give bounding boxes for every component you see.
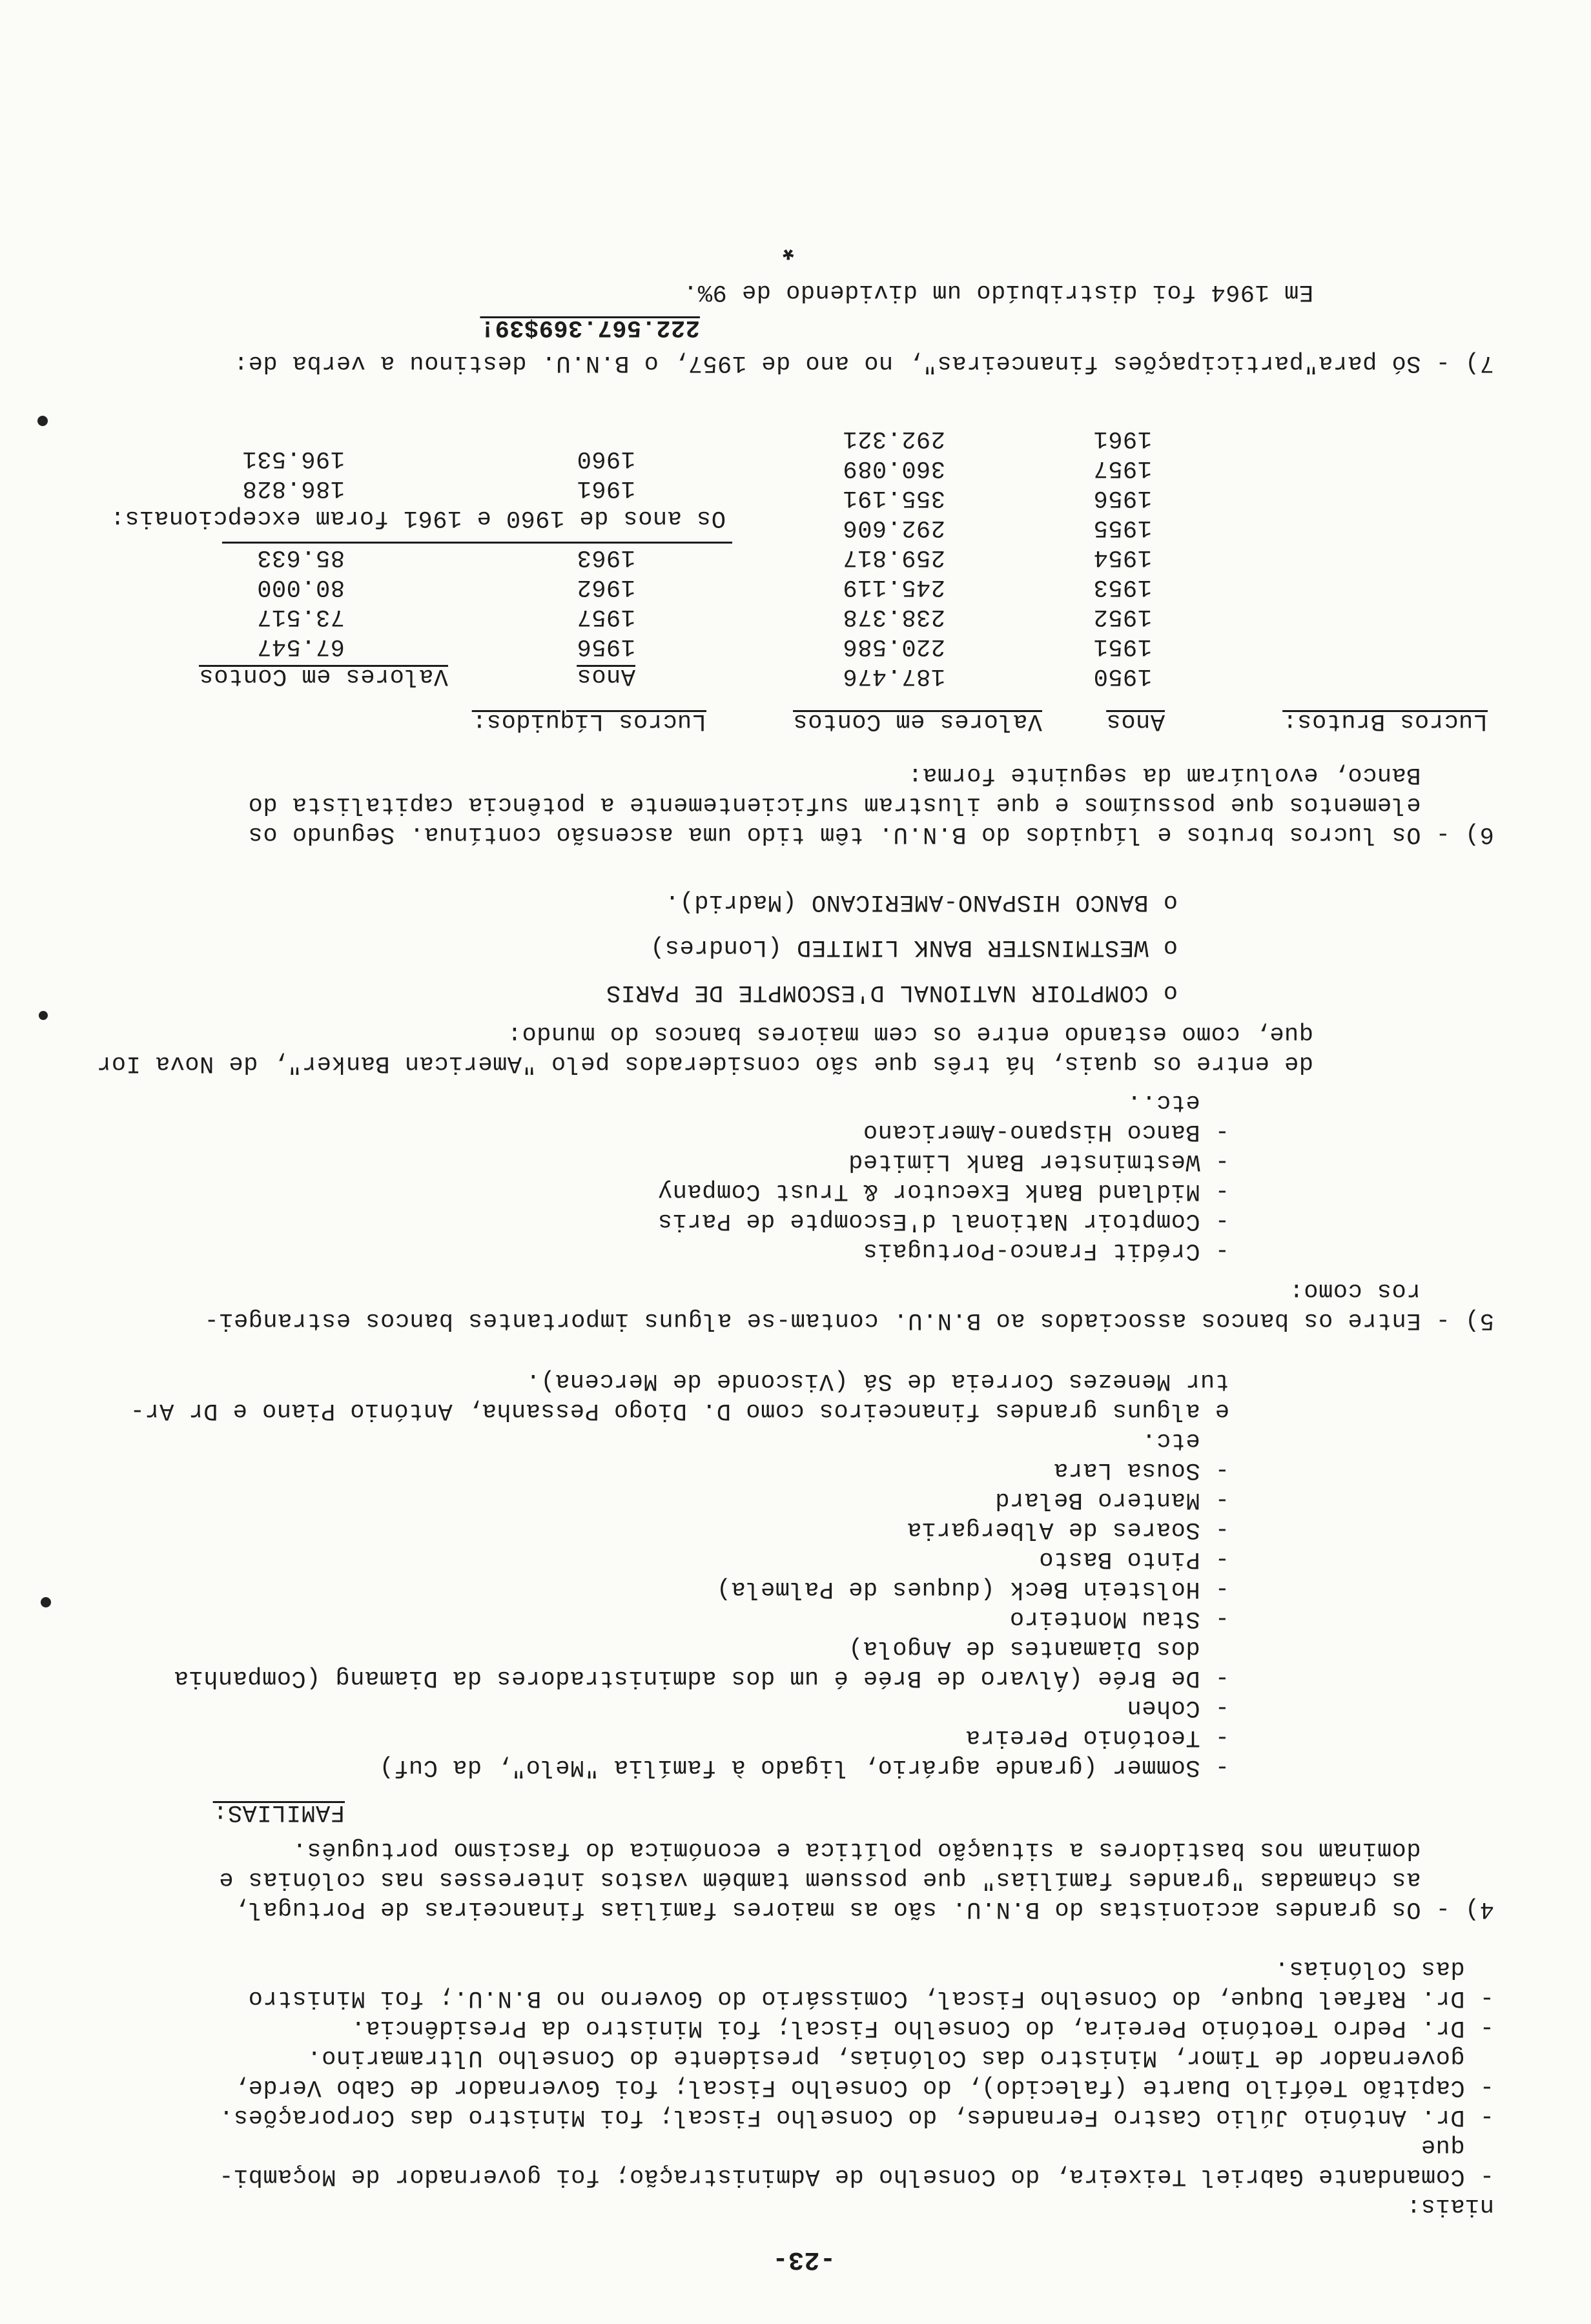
section-7-dividend: Em 1964 foi distribuído um dividendo de 9%. — [683, 278, 1313, 305]
gross-value: 245.119 — [843, 573, 945, 600]
gross-value: 187.476 — [843, 662, 945, 689]
gross-value: 360.089 — [843, 454, 945, 482]
top-bank: o BANCO HISPANO-AMERICANO (Madrid). — [664, 888, 1178, 915]
intro-item: - Dr. Pedro Teotónio Pereira, do Conselho Fiscal; foi Ministro da Presidência. — [351, 2014, 1494, 2041]
net-year: 1956 — [577, 633, 635, 660]
section-7-amount: 222.567.369$39! — [480, 314, 700, 341]
gross-value: 355.191 — [843, 484, 945, 511]
gross-year: 1957 — [1093, 454, 1152, 482]
page-number: -23- — [772, 2245, 836, 2274]
top-bank: o WESTMINSTER BANK LIMITED (Londres) — [650, 933, 1178, 961]
exceptional-year: 1961 — [577, 474, 635, 502]
section-5-text: ros como: — [1289, 1277, 1494, 1304]
intro-item: das Colónias. — [1274, 1955, 1494, 1982]
section-4-closing: tur Menezes Correia de Sá (Visconde de Mercena). — [526, 1367, 1229, 1394]
section-4-text: dominam nos bastidores a situação política e económica do fascismo português. — [292, 1836, 1494, 1863]
net-value: 85.633 — [256, 544, 345, 571]
gross-year: 1952 — [1093, 603, 1152, 630]
family-item: - Soares de Albergaria — [907, 1516, 1229, 1543]
section-6-text: elementos que possuímos e que ilustram suficientemente a potência capitalista do — [248, 791, 1494, 818]
bank-item: - Westminster Bank Limited — [848, 1148, 1229, 1175]
net-year: 1957 — [577, 603, 635, 630]
exceptional-note: Os anos de 1960 e 1961 foram excepcionais: — [110, 504, 726, 531]
intro-lead: niais: — [1406, 2192, 1494, 2219]
net-anos-header: Anos — [577, 662, 635, 689]
family-item: - Pinto Basto — [1038, 1545, 1229, 1573]
net-value: 67.547 — [256, 633, 345, 660]
net-value: 80.000 — [256, 573, 345, 600]
gross-value: 238.378 — [843, 603, 945, 630]
gross-year: 1961 — [1093, 425, 1152, 452]
section-4-text: 4) - Os grandes accionistas do B.N.U. são as maiores famílias financeiras de Portugal, — [233, 1895, 1494, 1922]
bank-item: - Banco Hispano-Americano — [863, 1118, 1229, 1145]
intro-item: governador de Timor, Ministro das Colónias, presidente do Conselho Ultramarino. — [307, 2044, 1494, 2071]
gross-anos-header: Anos — [1106, 708, 1165, 735]
punch-hole — [37, 416, 48, 426]
gross-year: 1954 — [1093, 544, 1152, 571]
family-item: etc. — [1141, 1427, 1229, 1454]
family-item: dos Diamantes de Angola) — [848, 1635, 1229, 1662]
bank-item: - Comptoir National d'Escompte de Paris — [657, 1207, 1229, 1234]
intro-item: que — [1421, 2133, 1494, 2160]
section-6-text: Banco, evoluíram da seguinte forma: — [907, 761, 1494, 788]
net-value: 73.517 — [256, 603, 345, 630]
family-item: - Sousa Lara — [1053, 1456, 1229, 1483]
section-5-middle: de entre os quais, há três que são considerados pelo "American Banker", de Nova Ior — [96, 1050, 1313, 1077]
intro-item: - Comandante Gabriel Teixeira, do Conselho de Administração; foi governador de Moçambi- — [218, 2163, 1494, 2190]
gross-value: 220.586 — [843, 633, 945, 660]
bank-item: etc.. — [1127, 1088, 1229, 1116]
net-heading: Lucros Líquidos: — [471, 708, 706, 735]
section-5-middle: que, como estando entre os cem maiores bancos do mundo: — [507, 1020, 1313, 1047]
section-6-text: 6) - Os lucros brutos e líquidos do B.N.U. têm tido uma ascensão contínua. Segundo os — [248, 821, 1494, 848]
section-4-closing: e alguns grandes financeiros como D. Diogo Pessanha, António Piano e Dr Ar- — [130, 1397, 1229, 1424]
intro-item: - Dr. António Júlio Castro Fernandes, do Conselho Fiscal; foi Ministro das Corporações. — [218, 2103, 1494, 2130]
section-7-text: 7) - Só para"participações financeiras", no ano de 1957, o B.N.U. destinou a verba de: — [233, 349, 1494, 376]
exceptional-value: 186.828 — [242, 474, 345, 502]
top-bank: o COMPTOIR NATIONAL D'ESCOMPTE DE PARIS — [606, 979, 1178, 1006]
family-item: - Mantero Belard — [994, 1486, 1229, 1513]
gross-year: 1951 — [1093, 633, 1152, 660]
gross-value: 259.817 — [843, 544, 945, 571]
bank-item: - Midland Bank Executor & Trust Company — [657, 1177, 1229, 1205]
family-item: - Stau Monteiro — [1009, 1605, 1229, 1632]
gross-value: 292.606 — [843, 514, 945, 541]
family-item: - Sommer (grande agrário, ligado à família "Melo", da Cuf) — [379, 1753, 1229, 1780]
gross-heading: Lucros Brutos: — [1282, 708, 1488, 735]
gross-year: 1953 — [1093, 573, 1152, 600]
section-5-text: 5) - Entre os bancos associados ao B.N.U. contam-se alguns importantes bancos estrangei- — [204, 1307, 1494, 1334]
intro-item: - Capitão Teófilo Duarte (falecido), do Conselho Fiscal; foi Governador de Cabo Verde, — [233, 2074, 1494, 2101]
gross-value: 292.321 — [843, 425, 945, 452]
family-item: - Cohen — [1127, 1694, 1229, 1721]
family-item: - Teotónio Pereira — [965, 1724, 1229, 1751]
net-year: 1962 — [577, 573, 635, 600]
asterisk-mark: * — [779, 230, 797, 263]
family-item: - De Brée (Álvaro de Brée é um dos administradores da Diamang (Companhia — [174, 1664, 1229, 1691]
table-rule — [222, 542, 732, 544]
gross-year: 1956 — [1093, 484, 1152, 511]
gross-valores-header: Valores em Contos — [793, 708, 1042, 735]
bank-item: - Crédit Franco-Portugais — [863, 1237, 1229, 1264]
section-4-text: as chamadas "grandes famílias" que possuem também vastos interesses nas colónias e — [218, 1866, 1494, 1893]
punch-hole — [41, 1597, 51, 1607]
net-year: 1963 — [577, 544, 635, 571]
punch-hole — [39, 1011, 48, 1020]
gross-year: 1955 — [1093, 514, 1152, 541]
family-item: - Holstein Beck (duques de Palmela) — [716, 1575, 1229, 1602]
families-heading: FAMILIAS: — [212, 1799, 345, 1826]
gross-year: 1950 — [1093, 662, 1152, 689]
intro-item: - Dr. Rafael Duque, do Conselho Fiscal, Comissário do Governo no B.N.U.; foi Ministro — [248, 1984, 1494, 2012]
exceptional-value: 196.531 — [242, 445, 345, 472]
net-valores-header: Valores em Contos — [199, 662, 448, 689]
exceptional-year: 1960 — [577, 445, 635, 472]
